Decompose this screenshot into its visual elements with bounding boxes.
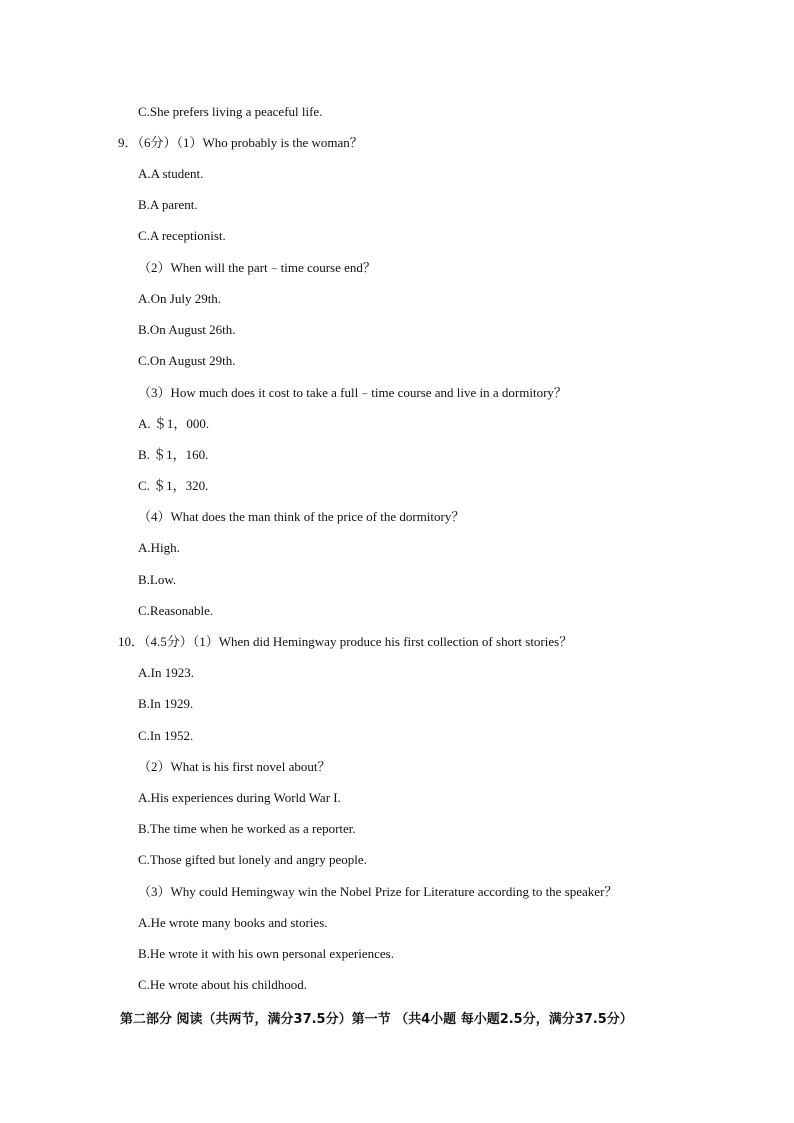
q9-3-option-b: B. ＄1，160.: [138, 447, 209, 462]
q10-1-option-c: C.In 1952.: [138, 728, 194, 743]
q9-4-option-a: A.High.: [138, 540, 180, 555]
q9-3-option-c: C. ＄1，320.: [138, 478, 209, 493]
q9-2-option-c: C.On August 29th.: [138, 353, 236, 368]
q9-4-option-c: C.Reasonable.: [138, 603, 214, 618]
q10-2-option-b: B.The time when he worked as a reporter.: [138, 821, 356, 836]
q10-1-option-a: A.In 1923.: [138, 665, 194, 680]
q10-1-option-b: B.In 1929.: [138, 696, 194, 711]
q9-4-option-b: B.Low.: [138, 572, 177, 587]
section-heading: 第二部分 阅读（共两节，满分37.5分）第一节 （共4小题 每小题2.5分，满分37.5分）: [120, 1012, 633, 1027]
q9-3-option-a: A. ＄1，000.: [138, 416, 210, 431]
q10-header: 10．（4.5分）（1）When did Hemingway produce his first collection of short stories？: [118, 634, 573, 649]
q10-3-option-b: B.He wrote it with his own personal experiences.: [138, 946, 394, 961]
q10-2-option-c: C.Those gifted but lonely and angry people.: [138, 852, 367, 867]
q9-header: 9．（6分）（1）Who probably is the woman？: [118, 135, 363, 150]
prev-option-c: C.She prefers living a peaceful life.: [138, 104, 323, 119]
q10-3-question: （3）Why could Hemingway win the Nobel Prize for Literature according to the speaker？: [138, 884, 618, 899]
q9-1-option-a: A.A student.: [138, 166, 204, 181]
q10-3-option-a: A.He wrote many books and stories.: [138, 915, 328, 930]
q9-2-question: （2）When will the part﹣time course end？: [138, 260, 376, 275]
q10-2-question: （2）What is his first novel about？: [138, 759, 331, 774]
q9-3-question: （3）How much does it cost to take a full﹣time course and live in a dormitory？: [138, 385, 567, 400]
q9-2-option-a: A.On July 29th.: [138, 291, 222, 306]
q9-4-question: （4）What does the man think of the price of the dormitory？: [138, 509, 465, 524]
q10-2-option-a: A.His experiences during World War I.: [138, 790, 341, 805]
q9-1-option-b: B.A parent.: [138, 197, 198, 212]
q9-1-option-c: C.A receptionist.: [138, 228, 226, 243]
q9-2-option-b: B.On August 26th.: [138, 322, 236, 337]
q10-3-option-c: C.He wrote about his childhood.: [138, 977, 307, 992]
